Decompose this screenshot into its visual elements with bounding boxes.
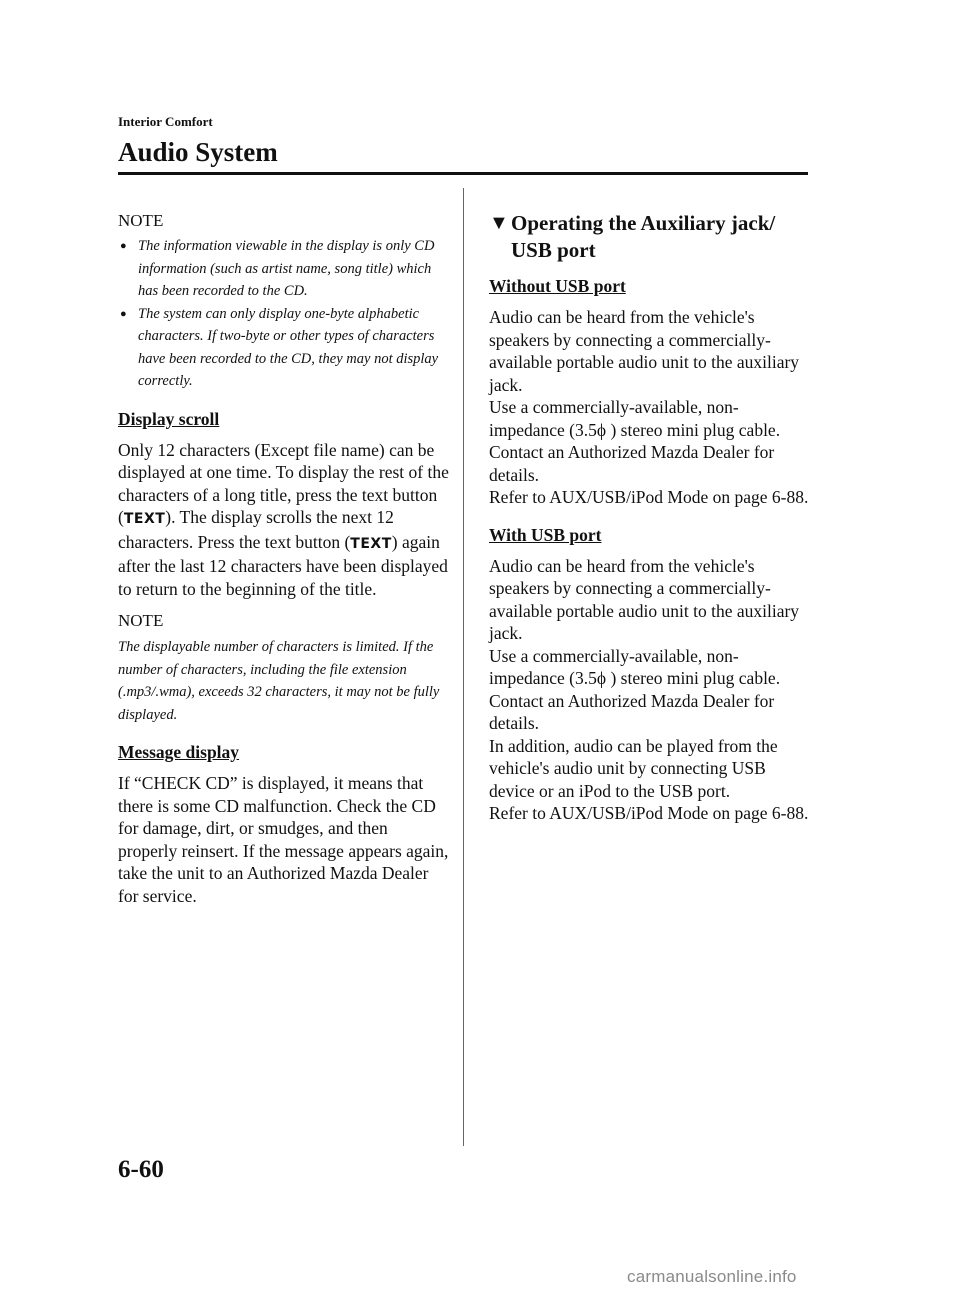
page-header <box>118 114 278 169</box>
note-item-text: The information viewable in the display is only CD information (such as artist name, song title) which has been recorded to the CD. <box>138 238 435 299</box>
body-line: Refer to AUX/USB/iPod Mode on page 6-88. <box>489 487 809 507</box>
right-column <box>489 210 809 825</box>
text-part: ) again after the last 12 characters have been displayed to return to the beginning of the title. <box>118 531 448 599</box>
note-item <box>118 235 450 303</box>
bullet-icon: ● <box>120 240 127 252</box>
note-label: NOTE <box>118 611 164 630</box>
footer-watermark: carmanualsonline.info <box>627 1267 797 1286</box>
body-line: Contact an Authorized Mazda Dealer for details. <box>489 690 775 733</box>
text-part: ) stereo mini plug cable. <box>606 668 781 688</box>
triangle-marker-icon: ▼ <box>489 212 509 234</box>
note-item-text: The system can only display one-byte alphabetic characters. If two-byte or other types of characters have been recorded to the CD, they may not display correctly. <box>138 305 439 389</box>
column-divider <box>463 188 464 1146</box>
aux-section-heading <box>489 210 809 264</box>
body-line: Audio can be heard from the vehicle's speakers by connecting a commercially-available portable audio unit to the auxiliary jack. <box>489 555 800 643</box>
body-line: Refer to AUX/USB/iPod Mode on page 6-88. <box>489 803 809 823</box>
without-usb-heading: Without USB port <box>489 276 626 296</box>
body-line: Contact an Authorized Mazda Dealer for details. <box>489 442 775 485</box>
phi-symbol: ϕ <box>596 668 607 688</box>
text-part: Use a commercially-available, non-impedance (3.5 <box>489 397 739 440</box>
note-item <box>118 303 450 393</box>
note-list <box>118 235 450 393</box>
body-line: In addition, audio can be played from the vehicle's audio unit by connecting USB device or an iPod to the USB port. <box>489 735 778 801</box>
message-display-text: If “CHECK CD” is displayed, it means that there is some CD malfunction. Check the CD for damage, dirt, or smudges, and then properly reinsert. If the message appears again, take the unit to an Authorized Mazda Dealer for service. <box>118 773 449 906</box>
display-scroll-text <box>118 439 450 601</box>
display-scroll-heading: Display scroll <box>118 408 220 429</box>
note-text: The displayable number of characters is limited. If the number of characters, including the file extension (.mp3/.wma), exceeds 32 characters, it may not be fully displayed. <box>118 639 440 723</box>
aux-section-heading-text: Operating the Auxiliary jack/ USB port <box>511 211 776 262</box>
text-part: Only 12 characters (Except file name) can be displayed at one time. To display the rest of the characters of a long title, press the text button ( <box>118 439 449 527</box>
phi-symbol: ϕ <box>596 419 607 440</box>
body-line <box>489 396 809 441</box>
body-line: Audio can be heard from the vehicle's speakers by connecting a commercially-available portable audio unit to the auxiliary jack. <box>489 307 800 395</box>
page-number: 6-60 <box>118 1156 164 1183</box>
header-rule <box>118 172 808 175</box>
message-display-heading: Message display <box>118 742 240 762</box>
text-button-icon: TEXT <box>123 511 166 527</box>
section-label: Interior Comfort <box>118 114 213 129</box>
text-part: ). The display scrolls the next 12 characters. Press the text button ( <box>118 507 394 552</box>
text-button-icon: TEXT <box>350 535 392 552</box>
bullet-icon: ● <box>120 307 127 320</box>
page-title: Audio System <box>118 137 278 167</box>
text-part: ) stereo mini plug cable. <box>606 419 781 440</box>
with-usb-heading: With USB port <box>489 524 602 545</box>
left-column <box>118 210 450 907</box>
body-line <box>489 645 809 690</box>
text-part: Use a commercially-available, non-impedance (3.5 <box>489 645 739 688</box>
note-label: NOTE <box>118 211 164 230</box>
